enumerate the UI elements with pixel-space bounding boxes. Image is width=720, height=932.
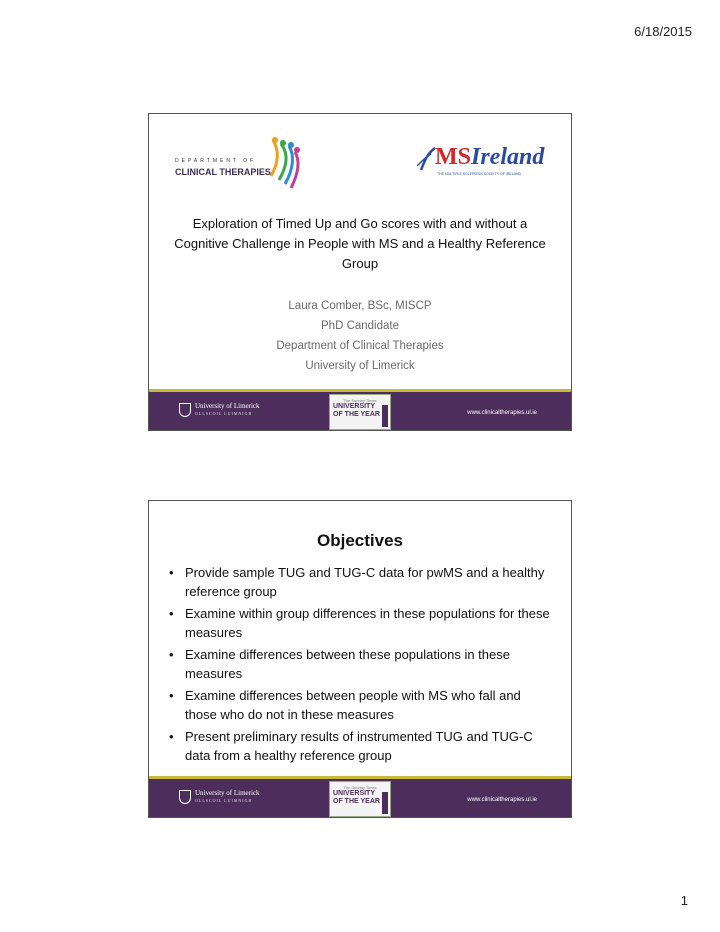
website-url: www.clinicaltherapies.ul.ie xyxy=(467,410,537,416)
ul-subname: OLLSCOIL LUIMNIGH xyxy=(195,798,253,803)
slide-2 xyxy=(148,500,572,818)
ms-tagline: THE MULTIPLE SCLEROSIS SOCIETY OF IRELAND xyxy=(437,172,522,176)
list-item xyxy=(169,604,555,642)
award-source: The Sunday Times xyxy=(343,398,377,403)
ul-name: University of Limerick xyxy=(195,789,260,797)
ms-swoosh-icon xyxy=(417,146,437,172)
ul-crest-icon xyxy=(179,403,191,417)
ul-logo xyxy=(179,789,260,805)
presentation-title: Exploration of Timed Up and Go scores with and without a Cognitive Challenge in People with MS and a Healthy Reference Group xyxy=(174,216,546,271)
website-url: www.clinicaltherapies.ul.ie xyxy=(467,797,537,803)
bullet-icon: • xyxy=(169,729,174,744)
author-department: Department of Clinical Therapies xyxy=(276,340,444,352)
department-logo xyxy=(175,136,305,192)
author-role: PhD Candidate xyxy=(321,320,399,332)
university-of-year-badge xyxy=(329,394,391,430)
award-year-strip xyxy=(382,405,388,427)
bullet-text: Examine differences between these populations in these measures xyxy=(185,647,510,681)
objectives-title: Objectives xyxy=(317,531,403,550)
award-source: The Sunday Times xyxy=(343,785,377,790)
award-line1: UNIVERSITY xyxy=(333,403,376,410)
bullet-text: Examine differences between people with MS who fall and those who do not in these measures xyxy=(185,688,521,722)
list-item xyxy=(169,563,555,601)
dept-label-line1: DEPARTMENT OF xyxy=(175,158,257,164)
bullet-text: Examine within group differences in these populations for these measures xyxy=(185,606,550,640)
objectives-list xyxy=(169,563,555,768)
author-block xyxy=(149,296,571,376)
ms-wordmark-ms: MS xyxy=(435,144,471,170)
award-line1: UNIVERSITY xyxy=(333,790,376,797)
ms-wordmark-ireland: Ireland xyxy=(471,144,545,170)
list-item xyxy=(169,686,555,724)
ul-name: University of Limerick xyxy=(195,402,260,410)
award-line2: OF THE YEAR xyxy=(333,411,380,418)
ms-ireland-logo xyxy=(417,144,545,180)
page-number: 1 xyxy=(680,893,688,908)
list-item xyxy=(169,727,555,765)
bullet-icon: • xyxy=(169,606,174,621)
bullet-text: Provide sample TUG and TUG-C data for pwMS and a healthy reference group xyxy=(185,565,545,599)
bullet-icon: • xyxy=(169,688,174,703)
ul-crest-icon xyxy=(179,790,191,804)
award-line2: OF THE YEAR xyxy=(333,798,380,805)
ms-wordmark xyxy=(435,144,544,171)
dept-label-line2: CLINICAL THERAPIES xyxy=(175,167,271,177)
slide-footer xyxy=(149,779,571,817)
author-university: University of Limerick xyxy=(305,360,415,372)
university-of-year-badge xyxy=(329,781,391,817)
ul-logo xyxy=(179,402,260,418)
award-year-strip xyxy=(382,792,388,814)
page-date: 6/18/2015 xyxy=(634,24,692,39)
slide-1 xyxy=(148,113,572,431)
list-item xyxy=(169,645,555,683)
bullet-icon: • xyxy=(169,647,174,662)
author-name: Laura Comber, BSc, MISCP xyxy=(288,300,432,312)
dancer-figures-icon xyxy=(175,136,305,192)
ul-subname: OLLSCOIL LUIMNIGH xyxy=(195,411,253,416)
bullet-icon: • xyxy=(169,565,174,580)
bullet-text: Present preliminary results of instrumented TUG and TUG-C data from a healthy reference group xyxy=(185,729,533,763)
slide-footer xyxy=(149,392,571,430)
